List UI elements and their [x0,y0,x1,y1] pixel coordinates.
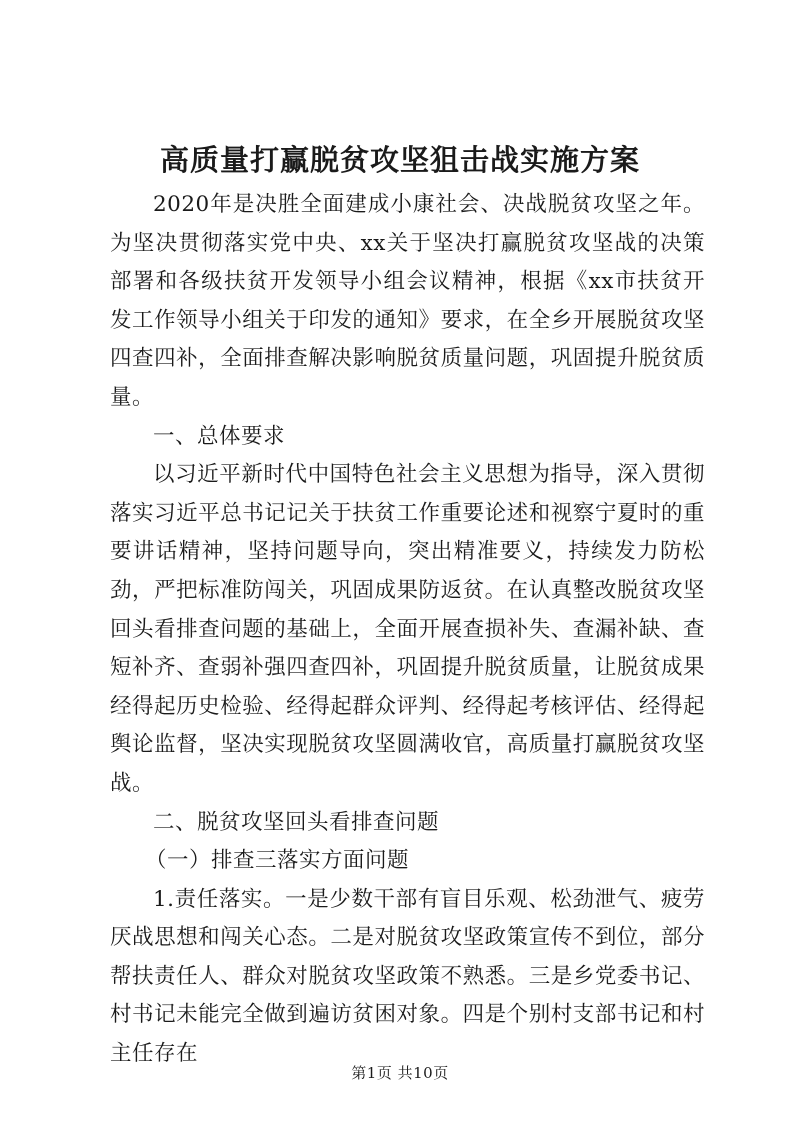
responsibility-paragraph: 1.责任落实。一是少数干部有盲目乐观、松劲泄气、疲劳厌战思想和闯关心态。二是对脱贫攻坚政策宣传不到位，部分帮扶责任人、群众对脱贫攻坚政策不熟悉。三是乡党委书记、村书记未能完全做到遍访贫困对象。四是个别村支部书记和村主任存在 [110,886,705,1067]
document-title: 高质量打赢脱贫攻坚狙击战实施方案 [159,143,640,177]
section-heading-general-requirements: 一、总体要求 [153,423,286,449]
subsection-heading-three-implementations: （一）排查三落实方面问题 [145,848,410,874]
intro-paragraph: 2020年是决胜全面建成小康社会、决战脱贫攻坚之年。为坚决贯彻落实党中央、xx关于坚决打赢脱贫攻坚战的决策部署和各级扶贫开发领导小组会议精神，根据《xx市扶贫开发工作领导小组关于印发的通知》要求，在全乡开展脱贫攻坚四查四补，全面排查解决影响脱贫质量问题，巩固提升脱贫质量。 [110,192,705,410]
general-requirements-paragraph: 以习近平新时代中国特色社会主义思想为指导，深入贯彻落实习近平总书记记关于扶贫工作重要论述和视察宁夏时的重要讲话精神，坚持问题导向，突出精准要义，持续发力防松劲，严把标准防闯关，巩固成果防返贫。在认真整改脱贫攻坚回头看排查问题的基础上，全面开展查损补失、查漏补缺、查短补齐、查弱补强四查四补，巩固提升脱贫质量，让脱贫成果经得起历史检验、经得起群众评判、经得起考核评估、经得起舆论监督，坚决实现脱贫攻坚圆满收官，高质量打赢脱贫攻坚战。 [110,462,705,796]
document-body [110,186,705,1074]
section-heading-review-issues: 二、脱贫攻坚回头看排查问题 [153,809,440,835]
page-footer: 第1页 共10页 [351,1064,449,1082]
